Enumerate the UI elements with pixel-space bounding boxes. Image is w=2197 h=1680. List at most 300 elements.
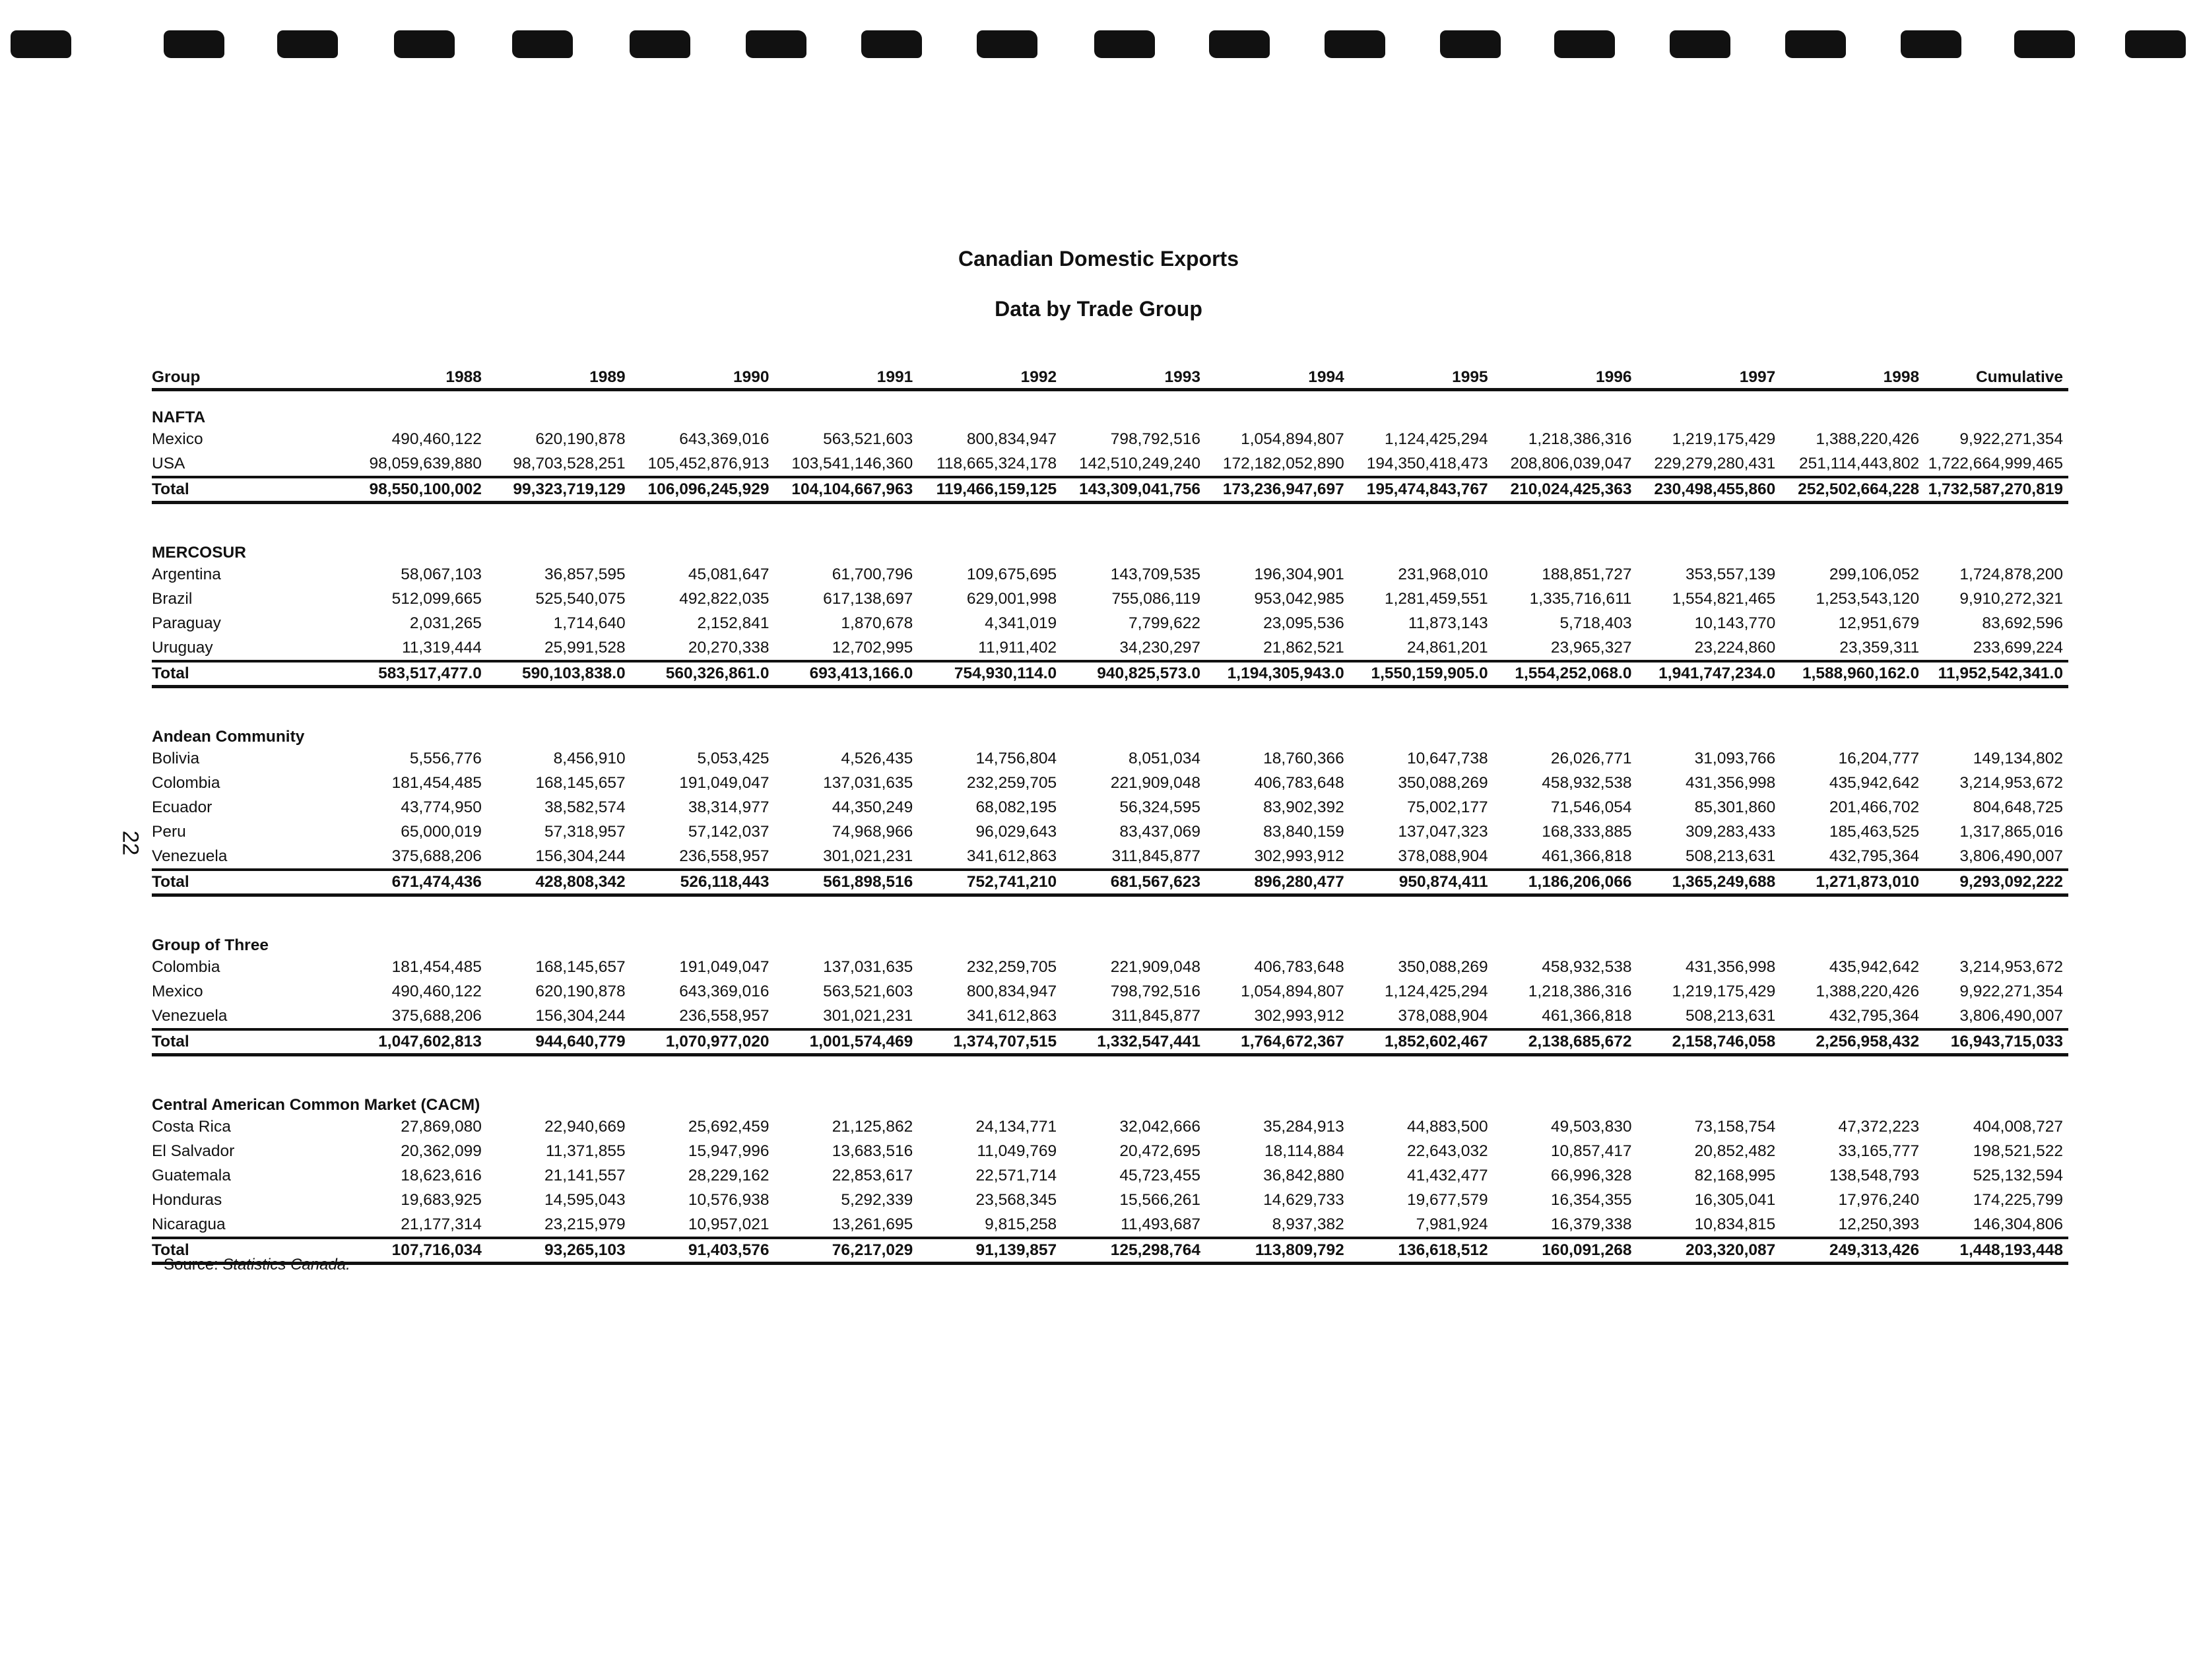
table-cell: 36,857,595 <box>544 565 626 583</box>
table-cell: 22,940,669 <box>544 1117 626 1136</box>
table-row <box>152 1212 2068 1238</box>
table-cell: 105,452,876,913 <box>647 454 770 472</box>
table-cell: 168,145,657 <box>535 957 626 976</box>
table-cell: 10,143,770 <box>1694 614 1776 632</box>
table-cell: 15,947,996 <box>688 1142 770 1160</box>
total-label: Total <box>152 477 343 503</box>
table-cell: 375,688,206 <box>391 847 482 865</box>
group-title-row <box>152 527 2068 562</box>
table-cell: 83,692,596 <box>1982 614 2063 632</box>
table-cell: 431,356,998 <box>1686 773 1776 792</box>
total-cell: 113,809,792 <box>1206 1238 1350 1264</box>
total-cell: 98,550,100,002 <box>343 477 487 503</box>
table-cell: 21,177,314 <box>401 1215 482 1233</box>
table-cell: 378,088,904 <box>1398 1006 1488 1025</box>
table-cell: 21,141,557 <box>544 1166 626 1184</box>
table-cell: 25,692,459 <box>688 1117 770 1136</box>
table-cell: 1,388,220,426 <box>1816 430 1920 448</box>
row-label: Costa Rica <box>152 1117 231 1136</box>
table-cell: 38,314,977 <box>688 798 770 816</box>
table-cell: 25,991,528 <box>544 638 626 657</box>
table-cell: 302,993,912 <box>1254 1006 1344 1025</box>
table-cell: 143,709,535 <box>1110 565 1200 583</box>
total-cell: 1,194,305,943.0 <box>1206 661 1350 687</box>
table-cell: 4,526,435 <box>841 749 913 767</box>
table-row <box>152 1188 2068 1212</box>
total-cell: 11,952,542,341.0 <box>1924 661 2068 687</box>
table-cell: 56,324,595 <box>1119 798 1200 816</box>
row-label: Guatemala <box>152 1166 231 1184</box>
table-cell: 2,152,841 <box>697 614 770 632</box>
total-cell: 752,741,210 <box>918 870 1062 895</box>
table-cell: 194,350,418,473 <box>1366 454 1488 472</box>
table-cell: 11,873,143 <box>1408 614 1488 632</box>
row-label: USA <box>152 454 185 472</box>
table-cell: 198,521,522 <box>1973 1142 2063 1160</box>
total-cell: 91,139,857 <box>918 1238 1062 1264</box>
table-cell: 57,142,037 <box>688 822 770 841</box>
table-cell: 109,675,695 <box>966 565 1057 583</box>
table-cell: 1,388,220,426 <box>1816 982 1920 1000</box>
total-cell: 125,298,764 <box>1062 1238 1206 1264</box>
table-cell: 7,981,924 <box>1416 1215 1488 1233</box>
punch-hole <box>746 30 806 58</box>
table-cell: 232,259,705 <box>966 957 1057 976</box>
table-cell: 172,182,052,890 <box>1222 454 1344 472</box>
row-label: Colombia <box>152 957 220 976</box>
total-cell: 143,309,041,756 <box>1062 477 1206 503</box>
table-row <box>152 635 2068 661</box>
table-cell: 137,031,635 <box>823 957 913 976</box>
table-cell: 508,213,631 <box>1686 847 1776 865</box>
column-header-1991: 1991 <box>774 356 918 390</box>
total-cell: 252,502,664,228 <box>1781 477 1924 503</box>
table-cell: 1,317,865,016 <box>1959 822 2063 841</box>
table-cell: 461,366,818 <box>1542 1006 1632 1025</box>
total-cell: 428,808,342 <box>487 870 631 895</box>
table-cell: 208,806,039,047 <box>1510 454 1632 472</box>
total-cell: 1,001,574,469 <box>774 1029 918 1055</box>
table-cell: 1,124,425,294 <box>1384 430 1488 448</box>
table-cell: 620,190,878 <box>535 982 626 1000</box>
table-cell: 221,909,048 <box>1110 773 1200 792</box>
table-cell: 301,021,231 <box>823 1006 913 1025</box>
table-cell: 191,049,047 <box>679 773 770 792</box>
total-cell: 210,024,425,363 <box>1493 477 1637 503</box>
total-row <box>152 1029 2068 1055</box>
table-cell: 20,270,338 <box>688 638 770 657</box>
group-spacer <box>152 503 2068 527</box>
total-cell: 104,104,667,963 <box>774 477 918 503</box>
table-cell: 10,576,938 <box>688 1190 770 1209</box>
row-label: Peru <box>152 822 186 841</box>
table-cell: 18,114,884 <box>1264 1142 1344 1160</box>
table-cell: 3,806,490,007 <box>1959 1006 2063 1025</box>
table-cell: 1,724,878,200 <box>1959 565 2063 583</box>
table-cell: 32,042,666 <box>1119 1117 1200 1136</box>
table-cell: 66,996,328 <box>1550 1166 1632 1184</box>
table-cell: 23,359,311 <box>1839 638 1920 657</box>
table-cell: 168,333,885 <box>1542 822 1632 841</box>
column-header-1990: 1990 <box>631 356 775 390</box>
total-cell: 1,448,193,448 <box>1924 1238 2068 1264</box>
punch-hole <box>394 30 455 58</box>
exports-table <box>152 356 2068 1265</box>
table-cell: 83,437,069 <box>1119 822 1200 841</box>
table-cell: 461,366,818 <box>1542 847 1632 865</box>
table-cell: 563,521,603 <box>823 430 913 448</box>
row-label: Ecuador <box>152 798 213 816</box>
binder-punch-holes <box>0 30 2197 63</box>
table-cell: 11,319,444 <box>402 638 482 657</box>
total-cell: 1,374,707,515 <box>918 1029 1062 1055</box>
table-cell: 103,541,146,360 <box>791 454 913 472</box>
table-cell: 142,510,249,240 <box>1079 454 1200 472</box>
punch-hole <box>1901 30 1961 58</box>
total-cell: 1,271,873,010 <box>1781 870 1924 895</box>
table-cell: 432,795,364 <box>1829 1006 1920 1025</box>
table-cell: 44,883,500 <box>1407 1117 1488 1136</box>
table-header-row <box>152 356 2068 390</box>
table-cell: 341,612,863 <box>966 1006 1057 1025</box>
total-cell: 1,764,672,367 <box>1206 1029 1350 1055</box>
column-header-1998: 1998 <box>1781 356 1924 390</box>
table-cell: 2,031,265 <box>409 614 482 632</box>
table-cell: 229,279,280,431 <box>1654 454 1776 472</box>
row-label: Paraguay <box>152 614 221 632</box>
table-cell: 20,362,099 <box>401 1142 482 1160</box>
column-header-1997: 1997 <box>1637 356 1781 390</box>
row-label: Uruguay <box>152 638 213 657</box>
total-cell: 583,517,477.0 <box>343 661 487 687</box>
table-cell: 404,008,727 <box>1973 1117 2063 1136</box>
row-label: Mexico <box>152 430 203 448</box>
total-label: Total <box>152 870 343 895</box>
table-cell: 17,976,240 <box>1838 1190 1920 1209</box>
total-cell: 896,280,477 <box>1206 870 1350 895</box>
group-title-row <box>152 1079 2068 1115</box>
punch-hole <box>861 30 922 58</box>
table-cell: 458,932,538 <box>1542 773 1632 792</box>
total-cell: 693,413,166.0 <box>774 661 918 687</box>
table-cell: 629,001,998 <box>966 589 1057 608</box>
punch-hole <box>2014 30 2075 58</box>
table-cell: 19,677,579 <box>1407 1190 1488 1209</box>
total-cell: 1,047,602,813 <box>343 1029 487 1055</box>
column-header-1995: 1995 <box>1350 356 1493 390</box>
table-cell: 19,683,925 <box>401 1190 482 1209</box>
group-title: NAFTA <box>152 408 206 426</box>
source-label: Source: <box>164 1256 218 1274</box>
table-cell: 16,204,777 <box>1838 749 1920 767</box>
table-cell: 24,861,201 <box>1407 638 1488 657</box>
table-cell: 15,566,261 <box>1119 1190 1200 1209</box>
row-label: Venezuela <box>152 1006 228 1025</box>
page-number: 22 <box>117 830 143 856</box>
table-cell: 1,714,640 <box>553 614 626 632</box>
table-row <box>152 955 2068 979</box>
table-cell: 221,909,048 <box>1110 957 1200 976</box>
table-row <box>152 1004 2068 1029</box>
table-cell: 432,795,364 <box>1829 847 1920 865</box>
page-subtitle: Data by Trade Group <box>995 297 1202 321</box>
total-cell: 681,567,623 <box>1062 870 1206 895</box>
table-cell: 181,454,485 <box>391 773 482 792</box>
table-cell: 9,922,271,354 <box>1959 430 2063 448</box>
group-title: MERCOSUR <box>152 544 246 562</box>
total-cell: 1,588,960,162.0 <box>1781 661 1924 687</box>
table-cell: 798,792,516 <box>1110 430 1200 448</box>
total-cell: 2,138,685,672 <box>1493 1029 1637 1055</box>
table-cell: 13,261,695 <box>832 1215 913 1233</box>
total-cell: 526,118,443 <box>631 870 775 895</box>
table-cell: 174,225,799 <box>1973 1190 2063 1209</box>
punch-hole <box>512 30 573 58</box>
total-cell: 136,618,512 <box>1350 1238 1493 1264</box>
total-cell: 195,474,843,767 <box>1350 477 1493 503</box>
table-cell: 755,086,119 <box>1111 589 1200 608</box>
table-cell: 5,556,776 <box>409 749 482 767</box>
table-cell: 233,699,224 <box>1973 638 2063 657</box>
table-cell: 490,460,122 <box>391 430 482 448</box>
total-cell: 940,825,573.0 <box>1062 661 1206 687</box>
table-cell: 10,957,021 <box>688 1215 770 1233</box>
total-row <box>152 661 2068 687</box>
table-cell: 525,132,594 <box>1973 1166 2063 1184</box>
total-cell: 590,103,838.0 <box>487 661 631 687</box>
table-cell: 512,099,665 <box>391 589 482 608</box>
row-label: Colombia <box>152 773 220 792</box>
punch-hole <box>1440 30 1501 58</box>
table-cell: 1,219,175,429 <box>1672 430 1776 448</box>
table-cell: 38,582,574 <box>544 798 626 816</box>
table-cell: 1,218,386,316 <box>1528 982 1632 1000</box>
total-cell: 1,550,159,905.0 <box>1350 661 1493 687</box>
total-cell: 1,070,977,020 <box>631 1029 775 1055</box>
total-cell: 249,313,426 <box>1781 1238 1924 1264</box>
table-cell: 800,834,947 <box>966 430 1057 448</box>
table-cell: 23,215,979 <box>544 1215 626 1233</box>
total-row <box>152 870 2068 895</box>
total-cell: 1,941,747,234.0 <box>1637 661 1781 687</box>
table-cell: 34,230,297 <box>1119 638 1200 657</box>
total-cell: 93,265,103 <box>487 1238 631 1264</box>
total-cell: 1,186,206,066 <box>1493 870 1637 895</box>
table-cell: 643,369,016 <box>679 430 770 448</box>
total-cell: 99,323,719,129 <box>487 477 631 503</box>
group-title-row <box>152 919 2068 955</box>
total-cell: 76,217,029 <box>774 1238 918 1264</box>
table-cell: 9,922,271,354 <box>1959 982 2063 1000</box>
punch-hole <box>1785 30 1846 58</box>
total-row <box>152 477 2068 503</box>
table-cell: 47,372,223 <box>1838 1117 1920 1136</box>
row-label: Honduras <box>152 1190 222 1209</box>
group-title-row <box>152 711 2068 746</box>
table-cell: 1,870,678 <box>841 614 913 632</box>
table-cell: 953,042,985 <box>1254 589 1344 608</box>
table-cell: 11,911,402 <box>978 638 1057 657</box>
table-row <box>152 771 2068 795</box>
group-spacer <box>152 687 2068 711</box>
table-cell: 11,371,855 <box>545 1142 626 1160</box>
table-cell: 16,305,041 <box>1694 1190 1776 1209</box>
total-cell: 944,640,779 <box>487 1029 631 1055</box>
table-cell: 146,304,806 <box>1973 1215 2063 1233</box>
group-title: Andean Community <box>152 728 305 746</box>
group-title: Central American Common Market (CACM) <box>152 1096 480 1114</box>
punch-hole <box>164 30 224 58</box>
punch-hole <box>277 30 338 58</box>
table-cell: 138,548,793 <box>1829 1166 1920 1184</box>
total-cell: 560,326,861.0 <box>631 661 775 687</box>
punch-hole <box>977 30 1037 58</box>
table-cell: 431,356,998 <box>1686 957 1776 976</box>
table-cell: 98,703,528,251 <box>513 454 626 472</box>
table-cell: 18,623,616 <box>401 1166 482 1184</box>
table-cell: 85,301,860 <box>1694 798 1776 816</box>
total-cell: 1,732,587,270,819 <box>1924 477 2068 503</box>
total-cell: 1,365,249,688 <box>1637 870 1781 895</box>
table-cell: 82,168,995 <box>1694 1166 1776 1184</box>
punch-hole <box>1094 30 1155 58</box>
table-cell: 45,081,647 <box>688 565 770 583</box>
table-cell: 3,806,490,007 <box>1959 847 2063 865</box>
table-cell: 35,284,913 <box>1263 1117 1344 1136</box>
table-cell: 311,845,877 <box>1111 847 1200 865</box>
total-label: Total <box>152 661 343 687</box>
total-label: Total <box>152 1029 343 1055</box>
table-cell: 137,047,323 <box>1398 822 1488 841</box>
table-cell: 617,138,697 <box>823 589 913 608</box>
table-cell: 196,304,901 <box>1254 565 1344 583</box>
table-cell: 22,853,617 <box>832 1166 913 1184</box>
table-cell: 14,629,733 <box>1263 1190 1344 1209</box>
table-cell: 10,647,738 <box>1407 749 1488 767</box>
column-header-1994: 1994 <box>1206 356 1350 390</box>
table-cell: 3,214,953,672 <box>1959 957 2063 976</box>
table-cell: 149,134,802 <box>1973 749 2063 767</box>
table-cell: 98,059,639,880 <box>369 454 482 472</box>
row-label: Argentina <box>152 565 221 583</box>
group-spacer <box>152 1055 2068 1080</box>
total-cell: 950,874,411 <box>1350 870 1493 895</box>
table-cell: 118,665,324,178 <box>936 454 1057 472</box>
table-cell: 3,214,953,672 <box>1959 773 2063 792</box>
total-cell: 9,293,092,222 <box>1924 870 2068 895</box>
table-cell: 185,463,525 <box>1829 822 1920 841</box>
row-label: Venezuela <box>152 847 228 865</box>
punch-hole <box>1209 30 1270 58</box>
table-cell: 492,822,035 <box>679 589 770 608</box>
table-cell: 45,723,455 <box>1119 1166 1200 1184</box>
table-cell: 8,051,034 <box>1128 749 1200 767</box>
table-cell: 458,932,538 <box>1542 957 1632 976</box>
total-cell: 119,466,159,125 <box>918 477 1062 503</box>
table-cell: 14,756,804 <box>975 749 1057 767</box>
punch-hole <box>630 30 690 58</box>
table-cell: 36,842,880 <box>1263 1166 1344 1184</box>
table-cell: 18,760,366 <box>1263 749 1344 767</box>
table-cell: 1,722,664,999,465 <box>1928 454 2063 472</box>
column-header-group: Group <box>152 356 343 390</box>
table-cell: 23,965,327 <box>1550 638 1632 657</box>
total-row <box>152 1238 2068 1264</box>
table-cell: 74,968,966 <box>832 822 913 841</box>
total-cell: 230,498,455,860 <box>1637 477 1781 503</box>
table-cell: 73,158,754 <box>1694 1117 1776 1136</box>
column-header-1992: 1992 <box>918 356 1062 390</box>
table-row <box>152 795 2068 820</box>
table-cell: 9,910,272,321 <box>1959 589 2063 608</box>
table-cell: 83,840,159 <box>1263 822 1344 841</box>
total-cell: 203,320,087 <box>1637 1238 1781 1264</box>
source-name: Statistics Canada. <box>222 1256 350 1274</box>
column-header-1993: 1993 <box>1062 356 1206 390</box>
table-cell: 22,643,032 <box>1407 1142 1488 1160</box>
table-cell: 44,350,249 <box>832 798 913 816</box>
table-cell: 8,937,382 <box>1272 1215 1344 1233</box>
table-cell: 804,648,725 <box>1973 798 2063 816</box>
table-cell: 350,088,269 <box>1398 773 1488 792</box>
table-cell: 643,369,016 <box>679 982 770 1000</box>
total-cell: 1,852,602,467 <box>1350 1029 1493 1055</box>
table-cell: 406,783,648 <box>1254 773 1344 792</box>
table-row <box>152 427 2068 451</box>
table-row <box>152 1163 2068 1188</box>
total-label: Total <box>152 1238 343 1264</box>
table-cell: 16,379,338 <box>1550 1215 1632 1233</box>
table-cell: 12,702,995 <box>832 638 913 657</box>
table-cell: 23,095,536 <box>1263 614 1344 632</box>
group-spacer <box>152 895 2068 920</box>
table-cell: 525,540,075 <box>535 589 626 608</box>
table-cell: 236,558,957 <box>679 1006 770 1025</box>
column-header-1988: 1988 <box>343 356 487 390</box>
total-cell: 2,158,746,058 <box>1637 1029 1781 1055</box>
table-cell: 12,951,679 <box>1838 614 1920 632</box>
table-cell: 21,125,862 <box>832 1117 913 1136</box>
table-cell: 5,718,403 <box>1559 614 1632 632</box>
total-cell: 91,403,576 <box>631 1238 775 1264</box>
table-cell: 75,002,177 <box>1407 798 1488 816</box>
table-cell: 353,557,139 <box>1686 565 1776 583</box>
table-cell: 181,454,485 <box>391 957 482 976</box>
table-cell: 168,145,657 <box>535 773 626 792</box>
table-cell: 5,292,339 <box>841 1190 913 1209</box>
row-label: Mexico <box>152 982 203 1000</box>
table-cell: 1,253,543,120 <box>1816 589 1920 608</box>
table-cell: 20,852,482 <box>1694 1142 1776 1160</box>
table-cell: 61,700,796 <box>832 565 913 583</box>
table-cell: 26,026,771 <box>1550 749 1632 767</box>
table-cell: 563,521,603 <box>823 982 913 1000</box>
column-header-cumulative: Cumulative <box>1924 356 2068 390</box>
punch-hole <box>1325 30 1385 58</box>
total-cell: 671,474,436 <box>343 870 487 895</box>
table-cell: 31,093,766 <box>1694 749 1776 767</box>
table-cell: 24,134,771 <box>975 1117 1057 1136</box>
total-cell: 106,096,245,929 <box>631 477 775 503</box>
table-row <box>152 820 2068 844</box>
table-row <box>152 562 2068 587</box>
table-cell: 58,067,103 <box>401 565 482 583</box>
source-note <box>164 1256 350 1274</box>
table-row <box>152 451 2068 477</box>
table-cell: 341,612,863 <box>966 847 1057 865</box>
group-title: Group of Three <box>152 936 269 954</box>
table-cell: 23,224,860 <box>1694 638 1776 657</box>
